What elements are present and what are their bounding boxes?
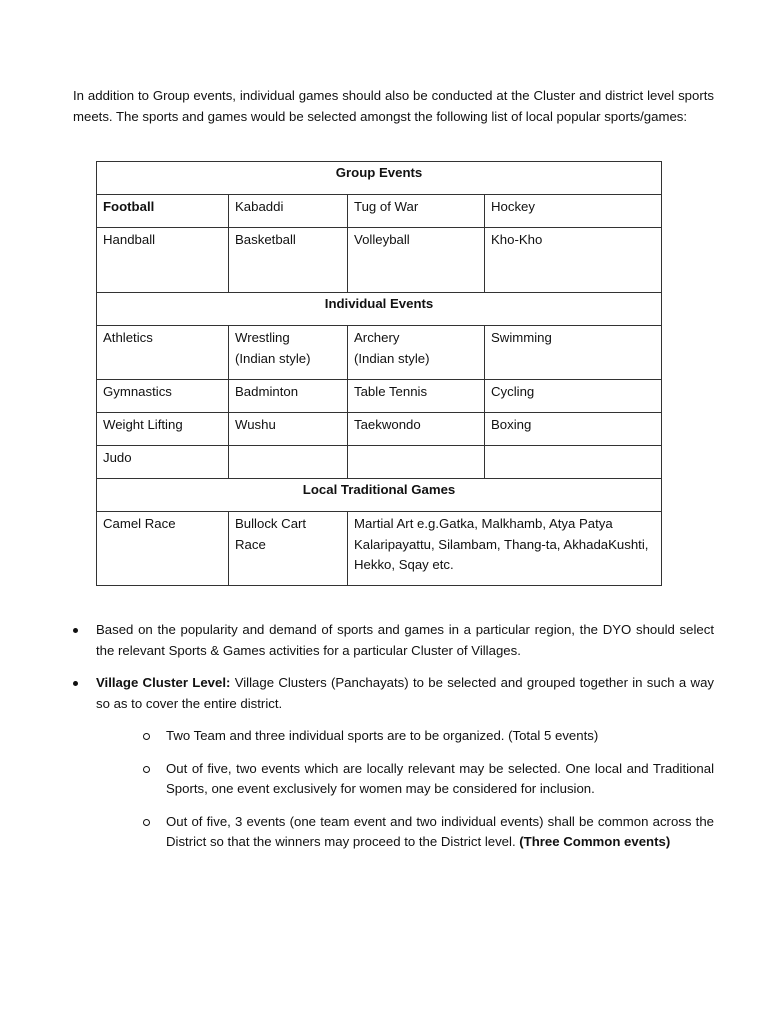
table-cell: Kabaddi	[229, 195, 348, 228]
group-events-heading-row	[97, 162, 662, 195]
table-cell	[485, 446, 662, 479]
list-item-label: Village Cluster Level:	[96, 675, 231, 690]
guidelines-list	[96, 620, 714, 865]
table-cell: Wushu	[229, 413, 348, 446]
table-cell: Football	[97, 195, 229, 228]
sub-list	[166, 726, 714, 853]
table-cell: Boxing	[485, 413, 662, 446]
table-cell: Badminton	[229, 380, 348, 413]
table-cell: Hockey	[485, 195, 662, 228]
table-cell: Martial Art e.g.Gatka, Malkhamb, Atya Patya Kalaripayattu, Silambam, Thang-ta, AkhadaKushti, Hekko, Sqay etc.	[348, 512, 662, 586]
hollow-bullet-icon	[143, 766, 150, 773]
table-cell: Gymnastics	[97, 380, 229, 413]
sub-list-item-bold-text: (Three Common events)	[519, 834, 671, 849]
table-cell: Weight Lifting	[97, 413, 229, 446]
table-cell: Wrestling (Indian style)	[229, 326, 348, 380]
sub-list-item	[166, 726, 714, 747]
table-cell: Taekwondo	[348, 413, 485, 446]
table-cell: Judo	[97, 446, 229, 479]
list-item	[96, 673, 714, 853]
table-row	[97, 195, 662, 228]
individual-events-heading: Individual Events	[97, 293, 662, 326]
table-cell: Cycling	[485, 380, 662, 413]
table-row	[97, 413, 662, 446]
table-cell: Bullock Cart Race	[229, 512, 348, 586]
table-row	[97, 228, 662, 293]
bullet-icon	[73, 628, 78, 633]
table-cell: Table Tennis	[348, 380, 485, 413]
bullet-icon	[73, 681, 78, 686]
group-events-heading: Group Events	[97, 162, 662, 195]
list-item-text: Based on the popularity and demand of sports and games in a particular region, the DYO should select the relevant Sports & Games activities for a particular Cluster of Villages.	[96, 622, 714, 658]
table-cell: Swimming	[485, 326, 662, 380]
table-cell	[229, 446, 348, 479]
table-cell: Archery (Indian style)	[348, 326, 485, 380]
hollow-bullet-icon	[143, 733, 150, 740]
table-cell: Basketball	[229, 228, 348, 293]
table-cell: Camel Race	[97, 512, 229, 586]
sub-list-item	[166, 759, 714, 800]
intro-paragraph: In addition to Group events, individual games should also be conducted at the Cluster and district level sports meets. The sports and games would be selected amongst the following list of local popular sports/games:	[73, 88, 714, 124]
list-item	[96, 620, 714, 661]
sports-events-table	[96, 161, 662, 586]
table-cell	[348, 446, 485, 479]
table-row	[97, 446, 662, 479]
table-row	[97, 326, 662, 380]
sub-list-item-text: Out of five, two events which are locally relevant may be selected. One local and Traditional Sports, one event exclusively for women may be considered for inclusion.	[166, 760, 714, 796]
table-cell: Athletics	[97, 326, 229, 380]
sub-list-item-text: Out of five, 3 events (one team event and two individual events) shall be common across the District so that the winners may proceed to the District level.	[166, 813, 714, 849]
table-row	[97, 512, 662, 586]
sub-list-item	[166, 812, 714, 853]
table-cell: Handball	[97, 228, 229, 293]
table-row	[97, 380, 662, 413]
individual-events-heading-row	[97, 293, 662, 326]
local-games-heading-row	[97, 479, 662, 512]
table-cell: Tug of War	[348, 195, 485, 228]
hollow-bullet-icon	[143, 819, 150, 826]
sub-list-item-text: Two Team and three individual sports are to be organized. (Total 5 events)	[166, 728, 599, 743]
list-item-text: Village Clusters (Panchayats) to be selected and grouped together in such a way so as to cover the entire district.	[96, 675, 714, 711]
local-games-heading: Local Traditional Games	[97, 479, 662, 512]
table-cell: Volleyball	[348, 228, 485, 293]
table-cell: Kho-Kho	[485, 228, 662, 293]
